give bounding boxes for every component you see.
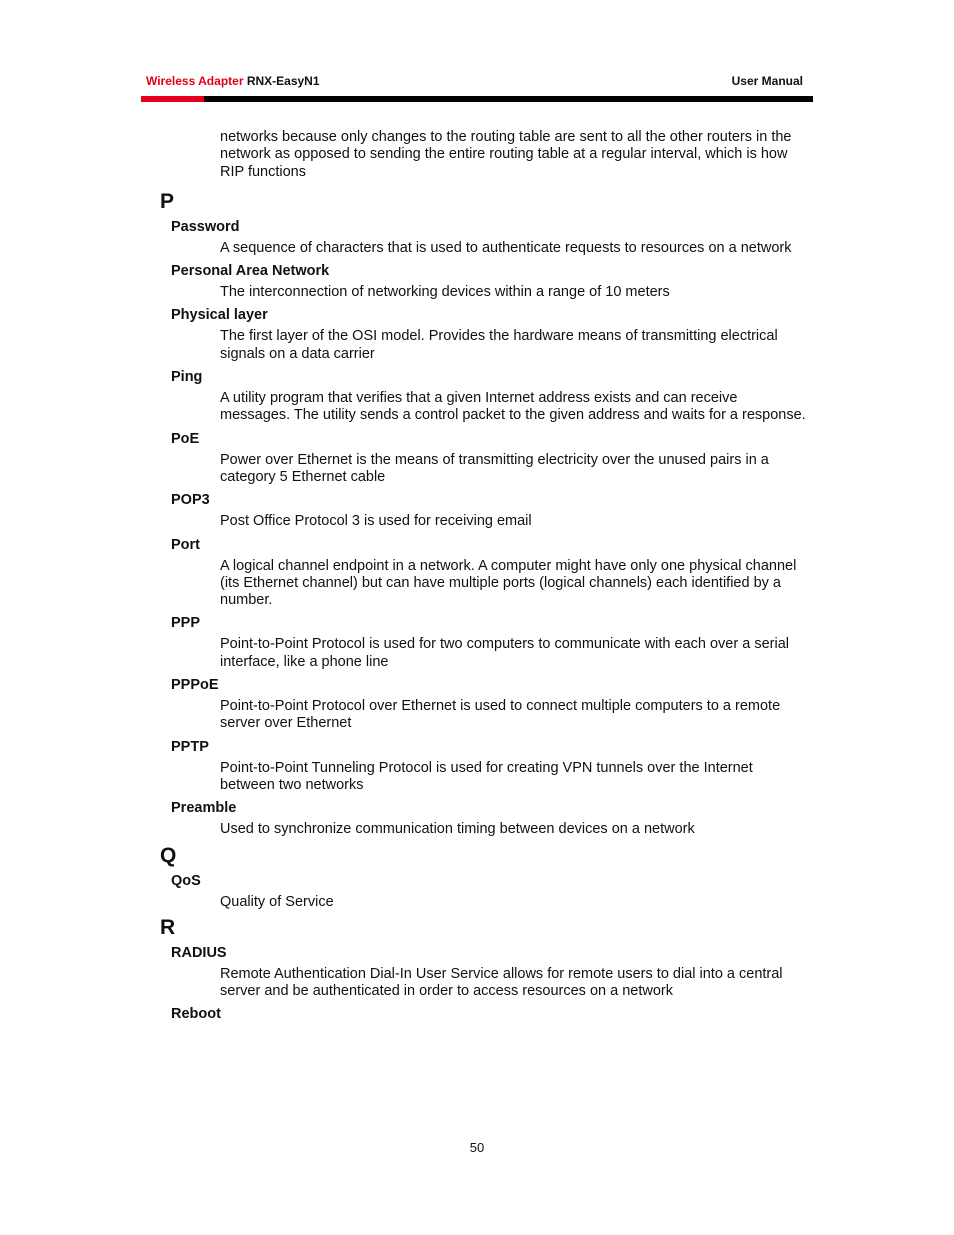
header-model: RNX-EasyN1 bbox=[246, 74, 320, 88]
glossary-definition: A utility program that verifies that a given Internet address exists and can receive messages. The utility sends a control packet to the given address and waits for a response. bbox=[220, 390, 806, 424]
glossary-definition: Power over Ethernet is the means of transmitting electricity over the unused pairs in a category 5 Ethernet cable bbox=[220, 451, 769, 485]
glossary-term: Reboot bbox=[171, 1006, 221, 1023]
glossary-definition: Point-to-Point Protocol over Ethernet is used to connect multiple computers to a remote server over Ethernet bbox=[220, 698, 781, 732]
glossary-term: RADIUS bbox=[171, 944, 227, 961]
glossary-term: Personal Area Network bbox=[171, 263, 330, 280]
section-letter: P bbox=[160, 189, 175, 213]
glossary-term: POP3 bbox=[171, 492, 210, 509]
page-number: 50 bbox=[469, 1140, 485, 1155]
glossary-term: PPTP bbox=[171, 738, 209, 755]
header-brand: Wireless Adapter bbox=[146, 74, 244, 88]
section-letter: Q bbox=[160, 843, 177, 867]
header-rule bbox=[204, 96, 813, 102]
glossary-definition: The first layer of the OSI model. Provides the hardware means of transmitting electrical signals on a data carrier bbox=[220, 328, 778, 362]
glossary-definition: A logical channel endpoint in a network. A computer might have only one physical channel (its Ethernet channel) but can have multiple ports (logical channels) each identified by a number. bbox=[220, 557, 797, 609]
glossary-definition: Point-to-Point Tunneling Protocol is used for creating VPN tunnels over the Internet between two networks bbox=[220, 759, 753, 793]
header-product bbox=[146, 74, 320, 88]
glossary-term: Password bbox=[171, 218, 240, 235]
glossary-definition: Point-to-Point Protocol is used for two computers to communicate with each over a serial interface, like a phone line bbox=[220, 636, 789, 670]
glossary-definition: Quality of Service bbox=[220, 893, 334, 910]
glossary-definition: Post Office Protocol 3 is used for receiving email bbox=[220, 513, 532, 530]
glossary-definition: Remote Authentication Dial-In User Service allows for remote users to dial into a central server and be authenticated in order to access resources on a network bbox=[220, 965, 783, 1000]
section-letter: R bbox=[160, 915, 176, 939]
header-doc-type: User Manual bbox=[731, 74, 803, 88]
page-header bbox=[146, 74, 803, 90]
glossary-term: Ping bbox=[171, 369, 203, 386]
continued-definition: networks because only changes to the routing table are sent to all the other routers in the network as opposed to sending the entire routing table at a regular interval, which is how RIP functions bbox=[220, 129, 792, 180]
glossary-definition: Used to synchronize communication timing between devices on a network bbox=[220, 821, 695, 838]
glossary-sections bbox=[0, 188, 954, 1028]
glossary-content bbox=[0, 129, 954, 1027]
header-rule-accent bbox=[141, 96, 204, 102]
glossary-term: Port bbox=[171, 536, 200, 553]
glossary-term: PPPoE bbox=[171, 677, 219, 694]
glossary-term: PPP bbox=[171, 615, 201, 632]
glossary-term: Physical layer bbox=[171, 307, 268, 324]
glossary-term: PoE bbox=[171, 430, 200, 447]
glossary-definition: A sequence of characters that is used to authenticate requests to resources on a network bbox=[220, 239, 792, 256]
glossary-definition: The interconnection of networking devices within a range of 10 meters bbox=[220, 284, 670, 301]
glossary-term: QoS bbox=[171, 872, 201, 889]
glossary-term: Preamble bbox=[171, 800, 237, 817]
